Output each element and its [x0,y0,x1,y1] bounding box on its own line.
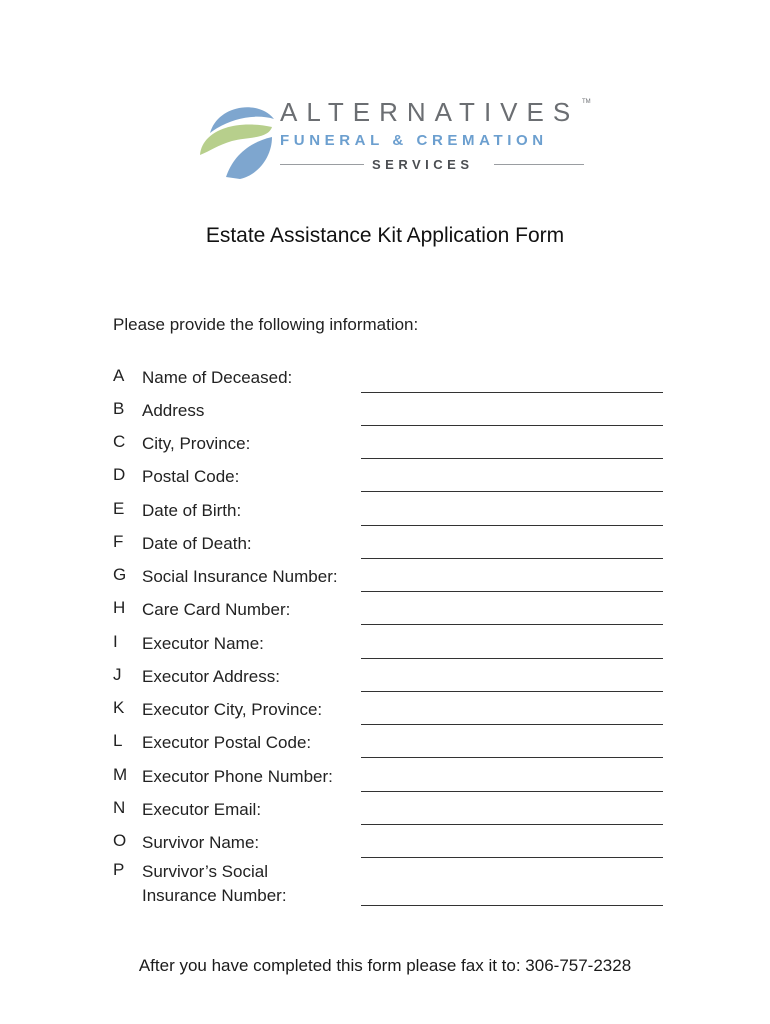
footer-instruction: After you have completed this form please fax it to: 306-757-2328 [138,956,632,975]
field-label: Executor Name: [142,634,264,653]
field-fill-line[interactable] [361,757,663,758]
field-letter: K [113,698,125,717]
logo-rule-left [280,164,364,165]
intro-text: Please provide the following information: [113,315,419,334]
form-field-row [0,731,770,755]
field-label: Executor City, Province: [142,700,323,719]
form-field-row [0,698,770,722]
field-fill-line[interactable] [361,857,663,858]
field-label: Social Insurance Number: [142,567,338,586]
form-field-row [0,499,770,523]
field-letter: H [113,598,126,617]
field-letter: I [113,632,118,651]
field-fill-line[interactable] [361,624,663,625]
field-label: Care Card Number: [142,600,291,619]
field-label: Date of Birth: [142,501,242,520]
field-fill-line[interactable] [361,458,663,459]
form-field-row [0,598,770,622]
field-fill-line[interactable] [361,724,663,725]
logo-line-2: FUNERAL & CREMATION [280,132,548,149]
field-label: City, Province: [142,434,251,453]
field-fill-line[interactable] [361,425,663,426]
field-fill-line[interactable] [361,392,663,393]
form-field-row [0,860,770,905]
form-field-row [0,465,770,489]
field-letter: J [113,665,122,684]
page-title: Estate Assistance Kit Application Form [205,224,565,247]
field-label: Executor Email: [142,800,262,819]
field-fill-line[interactable] [361,491,663,492]
field-label: Name of Deceased: [142,368,293,387]
form-field-row [0,831,770,855]
field-letter: M [113,765,128,784]
field-letter: D [113,465,126,484]
form-field-row [0,432,770,456]
logo-trademark: TM [582,99,591,105]
field-fill-line[interactable] [361,591,663,592]
field-label: Date of Death: [142,534,252,553]
field-letter: L [113,731,123,750]
form-field-row [0,532,770,556]
field-label: Address [142,401,205,420]
company-logo [178,97,592,187]
field-fill-line[interactable] [361,558,663,559]
field-fill-line[interactable] [361,691,663,692]
logo-line-1: ALTERNATIVES [280,97,580,127]
field-label: Survivor Name: [142,833,260,852]
field-letter: B [113,399,125,418]
form-field-row [0,399,770,423]
form-field-row [0,665,770,689]
field-fill-line[interactable] [361,525,663,526]
field-fill-line[interactable] [361,824,663,825]
field-letter: A [113,366,125,385]
field-label: Executor Address: [142,667,280,686]
logo-line-3: SERVICES [372,157,474,172]
field-label: Executor Postal Code: [142,733,312,752]
field-label: Survivor’s Social Insurance Number: [142,862,287,905]
field-letter: F [113,532,124,551]
form-field-row [0,366,770,390]
field-letter: P [113,860,125,879]
field-letter: G [113,565,127,584]
field-letter: E [113,499,125,518]
form-field-row [0,632,770,656]
field-fill-line[interactable] [361,658,663,659]
field-fill-line[interactable] [361,791,663,792]
form-field-row [0,565,770,589]
field-letter: N [113,798,126,817]
field-label: Postal Code: [142,467,240,486]
logo-mark-icon [188,97,278,187]
logo-rule-right [494,164,584,165]
form-field-row [0,765,770,789]
field-letter: O [113,831,127,850]
field-fill-line[interactable] [361,905,663,906]
field-letter: C [113,432,126,451]
field-label: Executor Phone Number: [142,767,333,786]
form-field-row [0,798,770,822]
